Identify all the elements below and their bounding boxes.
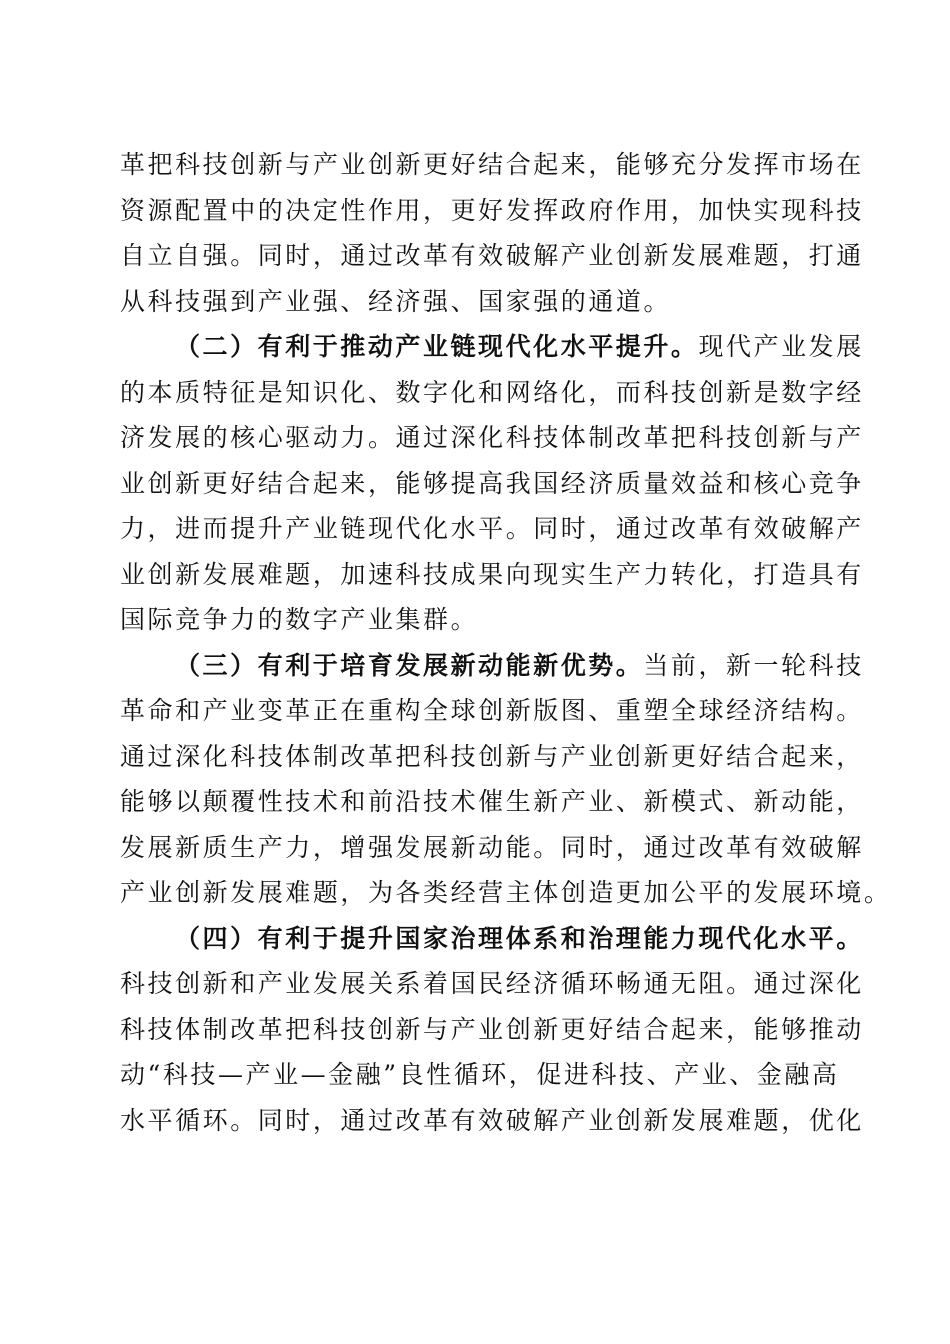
paragraph-section-3 bbox=[120, 643, 892, 916]
text-run: 从科技强到产业强、经济强、国家强的通道。 bbox=[120, 286, 672, 316]
text-line bbox=[120, 142, 864, 188]
paragraph-section-2 bbox=[120, 324, 864, 643]
text-line bbox=[120, 188, 864, 234]
text-line bbox=[120, 597, 826, 643]
text-line bbox=[120, 552, 864, 598]
text-run: 济发展的核心驱动力。通过深化科技体制改革把科技创新与产 bbox=[120, 423, 864, 452]
text-line bbox=[120, 415, 864, 461]
text-run: 能够以颠覆性技术和前沿技术催生新产业、新模式、新动能， bbox=[120, 787, 864, 816]
text-line bbox=[120, 233, 864, 279]
text-run: 业创新发展难题，加速科技成果向现实生产力转化，打造具有 bbox=[120, 559, 864, 589]
section-heading: （三）有利于培育发展新动能新优势。 bbox=[175, 650, 644, 680]
text-run: 业创新更好结合起来，能够提高我国经济质量效益和核心竞争 bbox=[120, 468, 864, 498]
text-run: 自立自强。同时，通过改革有效破解产业创新发展难题，打通 bbox=[120, 241, 864, 270]
text-line bbox=[120, 961, 864, 1007]
text-line bbox=[120, 825, 864, 871]
text-run: 现代产业发展 bbox=[698, 332, 864, 361]
text-run: 产业创新发展难题，为各类经营主体创造更加公平的发展环境。 bbox=[120, 878, 892, 907]
text-line bbox=[120, 870, 892, 916]
text-run: 科技创新和产业发展关系着国民经济循环畅通无阻。通过深化 bbox=[120, 969, 864, 998]
text-run: 资源配置中的决定性作用，更好发挥政府作用，加快实现科技 bbox=[120, 195, 864, 225]
text-line bbox=[120, 370, 864, 416]
section-heading: （二）有利于推动产业链现代化水平提升。 bbox=[175, 332, 699, 361]
text-run: 的本质特征是知识化、数字化和网络化，而科技创新是数字经 bbox=[120, 377, 864, 407]
text-run: 通过深化科技体制改革把科技创新与产业创新更好结合起来， bbox=[120, 741, 864, 771]
text-line bbox=[120, 279, 826, 325]
text-run: 动“科技—产业—金融”良性循环，促进科技、产业、金融高 bbox=[120, 1060, 840, 1089]
paragraph-continuation bbox=[120, 142, 864, 324]
section-heading: （四）有利于提升国家治理体系和治理能力现代化水平。 bbox=[175, 923, 864, 953]
text-run: 当前，新一轮科技 bbox=[643, 650, 864, 680]
text-line bbox=[120, 506, 864, 552]
text-run: 科技体制改革把科技创新与产业创新更好结合起来，能够推动 bbox=[120, 1014, 864, 1044]
text-line bbox=[120, 643, 864, 689]
text-line bbox=[120, 779, 864, 825]
paragraph-section-4 bbox=[120, 916, 864, 1144]
text-run: 力，进而提升产业链现代化水平。同时，通过改革有效破解产 bbox=[120, 514, 864, 543]
text-run: 国际竞争力的数字产业集群。 bbox=[120, 605, 479, 634]
text-line bbox=[120, 1098, 864, 1144]
text-line bbox=[120, 916, 864, 962]
text-run: 发展新质生产力，增强发展新动能。同时，通过改革有效破解 bbox=[120, 832, 864, 862]
text-run: 革命和产业变革正在重构全球创新版图、重塑全球经济结构。 bbox=[120, 696, 864, 725]
document-body bbox=[120, 142, 892, 1143]
text-line bbox=[120, 688, 864, 734]
text-run: 水平循环。同时，通过改革有效破解产业创新发展难题，优化 bbox=[120, 1105, 864, 1135]
text-line bbox=[120, 324, 864, 370]
text-line bbox=[120, 1007, 864, 1053]
text-line bbox=[120, 461, 864, 507]
text-run: 革把科技创新与产业创新更好结合起来，能够充分发挥市场在 bbox=[120, 150, 864, 179]
text-line bbox=[120, 734, 864, 780]
text-line bbox=[120, 1052, 840, 1098]
